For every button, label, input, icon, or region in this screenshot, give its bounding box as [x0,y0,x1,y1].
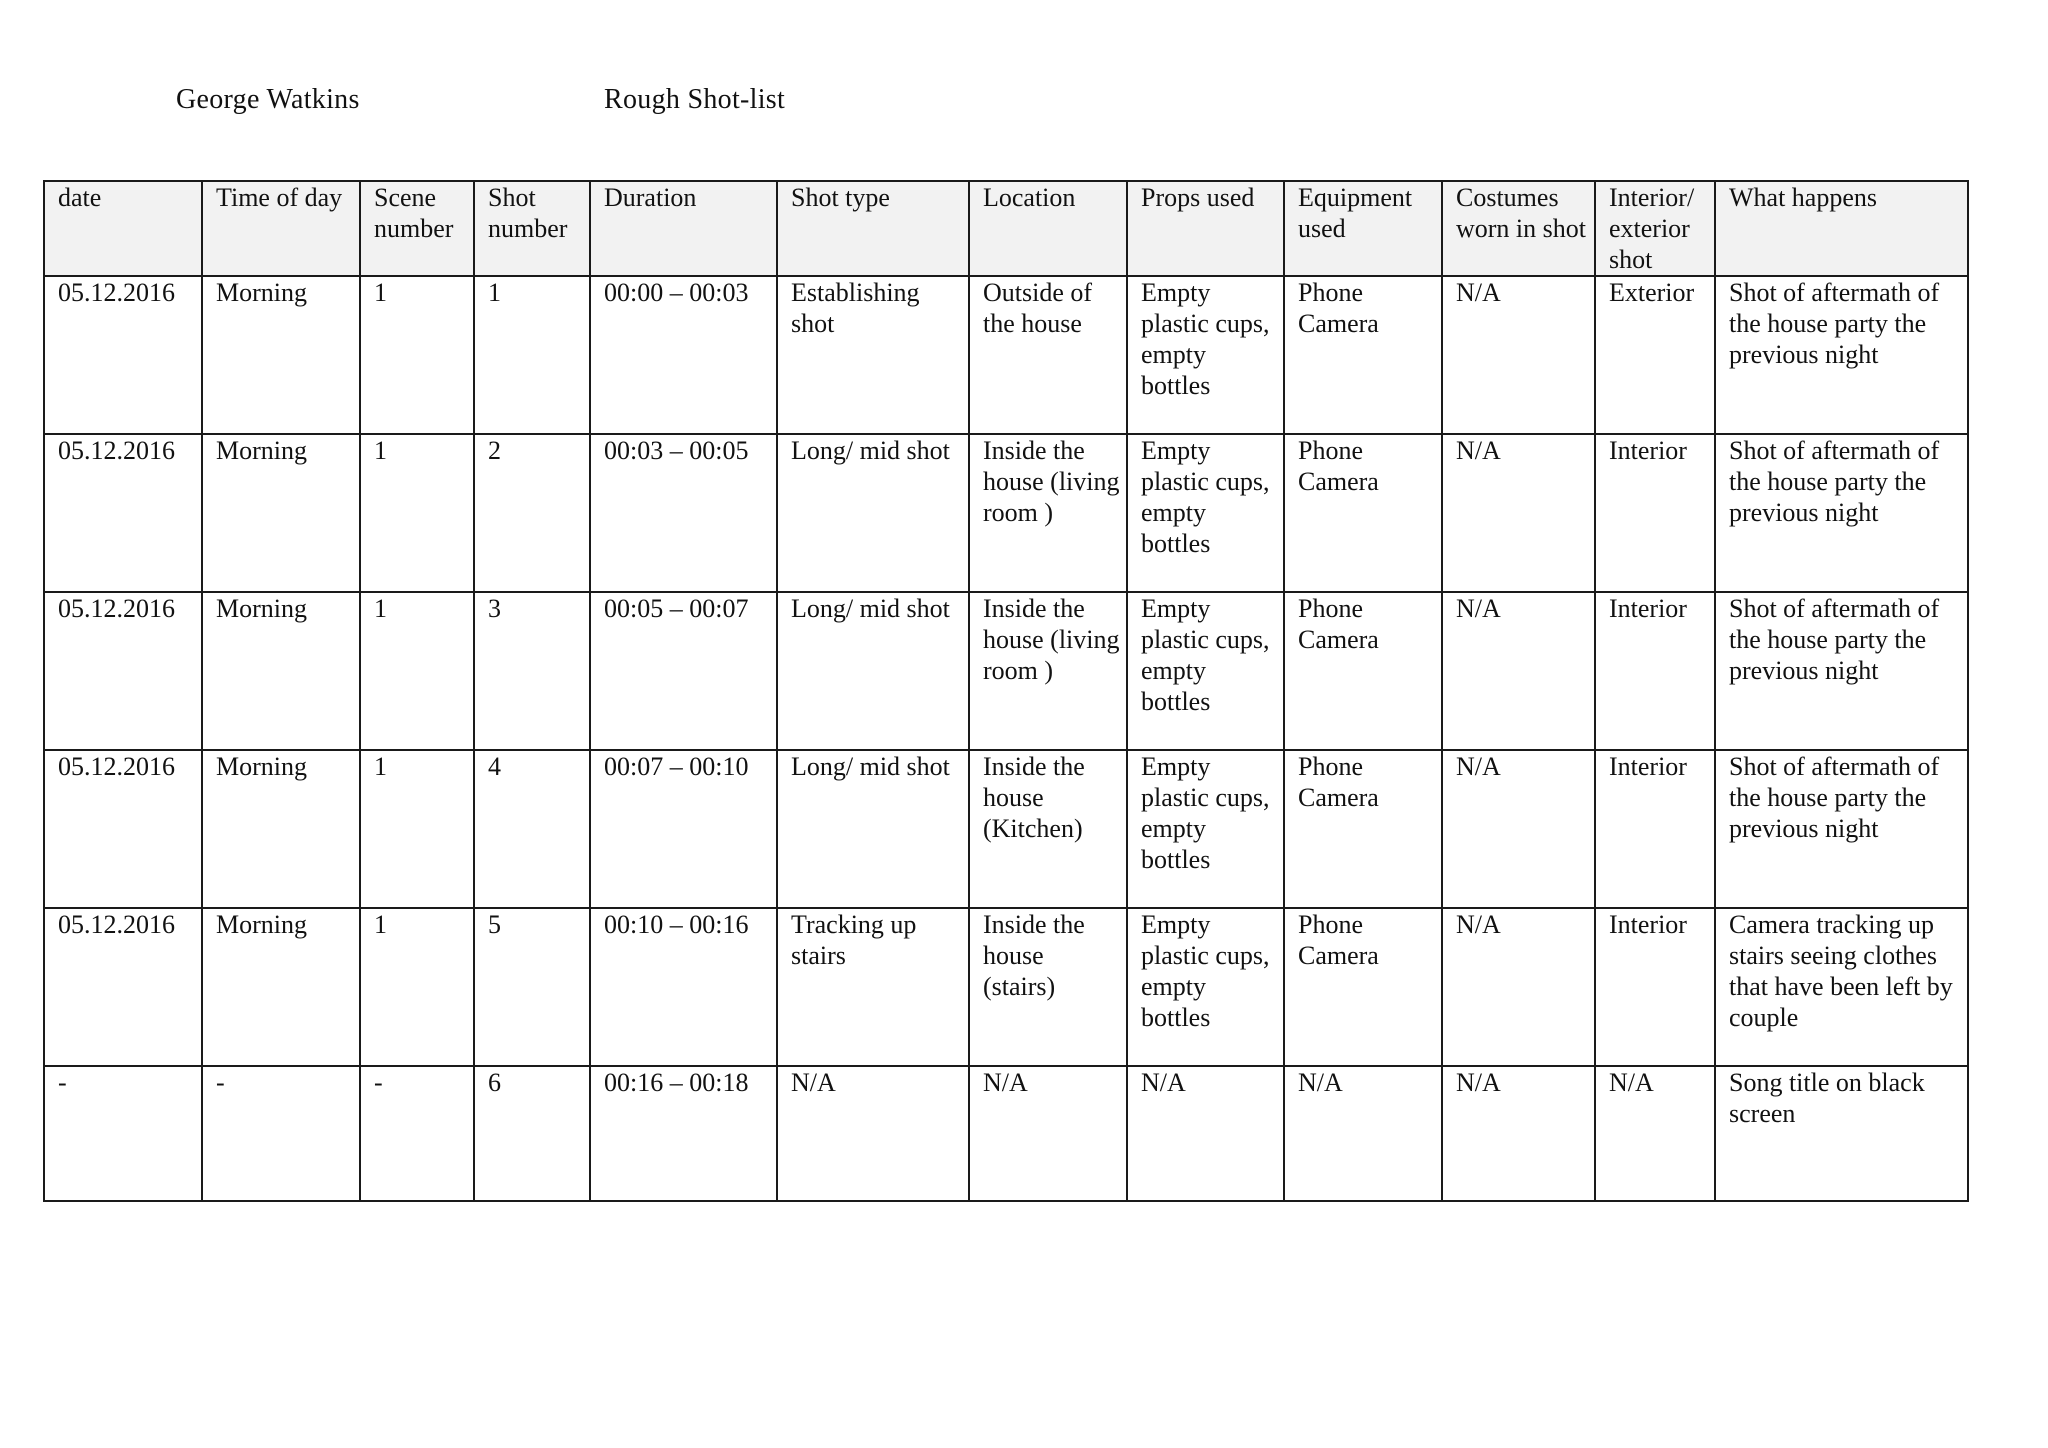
cell-equipment: Phone Camera [1284,434,1442,592]
table-row [44,908,1968,1066]
cell-costumes: N/A [1442,592,1595,750]
cell-time-of-day: Morning [202,750,360,908]
cell-scene-number: 1 [360,592,474,750]
document-header [0,84,2048,124]
column-header-shot-type: Shot type [777,181,969,276]
cell-shot-type: Long/ mid shot [777,434,969,592]
cell-duration: 00:05 – 00:07 [590,592,777,750]
cell-props: Empty plastic cups, empty bottles [1127,592,1284,750]
cell-props: Empty plastic cups, empty bottles [1127,750,1284,908]
cell-shot-type: Tracking up stairs [777,908,969,1066]
cell-interior-exterior: Interior [1595,750,1715,908]
cell-interior-exterior: Exterior [1595,276,1715,434]
cell-time-of-day: Morning [202,908,360,1066]
cell-location: Inside the house (Kitchen) [969,750,1127,908]
cell-scene-number: 1 [360,908,474,1066]
cell-duration: 00:10 – 00:16 [590,908,777,1066]
cell-props: N/A [1127,1066,1284,1201]
column-header-what-happens: What happens [1715,181,1968,276]
cell-costumes: N/A [1442,750,1595,908]
document-title: Rough Shot-list [604,84,786,115]
table-row [44,434,1968,592]
cell-scene-number: 1 [360,434,474,592]
column-header-equipment-used: Equipment used [1284,181,1442,276]
table-row [44,592,1968,750]
table-header-row [44,181,1968,276]
cell-shot-number: 4 [474,750,590,908]
cell-interior-exterior: Interior [1595,434,1715,592]
cell-shot-number: 3 [474,592,590,750]
cell-location: Inside the house (living room ) [969,434,1127,592]
cell-props: Empty plastic cups, empty bottles [1127,434,1284,592]
column-header-scene-number: Scene number [360,181,474,276]
cell-location: N/A [969,1066,1127,1201]
cell-location: Inside the house (living room ) [969,592,1127,750]
author-name: George Watkins [176,84,360,115]
column-header-shot-number: Shot number [474,181,590,276]
table-row [44,276,1968,434]
cell-time-of-day: Morning [202,434,360,592]
cell-duration: 00:00 – 00:03 [590,276,777,434]
cell-duration: 00:16 – 00:18 [590,1066,777,1201]
cell-location: Outside of the house [969,276,1127,434]
cell-equipment: Phone Camera [1284,750,1442,908]
cell-what-happens: Song title on black screen [1715,1066,1968,1201]
cell-time-of-day: Morning [202,592,360,750]
column-header-location: Location [969,181,1127,276]
cell-what-happens: Shot of aftermath of the house party the previous night [1715,750,1968,908]
cell-scene-number: 1 [360,750,474,908]
cell-props: Empty plastic cups, empty bottles [1127,276,1284,434]
cell-what-happens: Camera tracking up stairs seeing clothes that have been left by couple [1715,908,1968,1066]
cell-costumes: N/A [1442,908,1595,1066]
cell-shot-number: 6 [474,1066,590,1201]
cell-date: 05.12.2016 [44,908,202,1066]
cell-equipment: Phone Camera [1284,592,1442,750]
cell-time-of-day: - [202,1066,360,1201]
cell-equipment: Phone Camera [1284,276,1442,434]
column-header-duration: Duration [590,181,777,276]
cell-equipment: N/A [1284,1066,1442,1201]
cell-time-of-day: Morning [202,276,360,434]
column-header-date: date [44,181,202,276]
cell-date: 05.12.2016 [44,276,202,434]
cell-costumes: N/A [1442,276,1595,434]
column-header-costumes: Costumes worn in shot [1442,181,1595,276]
cell-costumes: N/A [1442,434,1595,592]
table-row [44,1066,1968,1201]
cell-shot-type: Long/ mid shot [777,750,969,908]
cell-costumes: N/A [1442,1066,1595,1201]
cell-what-happens: Shot of aftermath of the house party the previous night [1715,434,1968,592]
cell-what-happens: Shot of aftermath of the house party the previous night [1715,592,1968,750]
cell-shot-type: N/A [777,1066,969,1201]
cell-shot-number: 1 [474,276,590,434]
table-row [44,750,1968,908]
cell-date: 05.12.2016 [44,592,202,750]
column-header-time-of-day: Time of day [202,181,360,276]
cell-props: Empty plastic cups, empty bottles [1127,908,1284,1066]
shot-list-table [43,180,1969,1202]
cell-scene-number: - [360,1066,474,1201]
cell-shot-type: Establishing shot [777,276,969,434]
column-header-props-used: Props used [1127,181,1284,276]
cell-shot-number: 2 [474,434,590,592]
cell-date: 05.12.2016 [44,434,202,592]
cell-equipment: Phone Camera [1284,908,1442,1066]
cell-shot-type: Long/ mid shot [777,592,969,750]
cell-scene-number: 1 [360,276,474,434]
column-header-interior-exterior: Interior/ exterior shot [1595,181,1715,276]
cell-date: 05.12.2016 [44,750,202,908]
cell-shot-number: 5 [474,908,590,1066]
cell-location: Inside the house (stairs) [969,908,1127,1066]
cell-date: - [44,1066,202,1201]
cell-duration: 00:03 – 00:05 [590,434,777,592]
cell-interior-exterior: N/A [1595,1066,1715,1201]
cell-interior-exterior: Interior [1595,908,1715,1066]
cell-duration: 00:07 – 00:10 [590,750,777,908]
cell-interior-exterior: Interior [1595,592,1715,750]
cell-what-happens: Shot of aftermath of the house party the previous night [1715,276,1968,434]
